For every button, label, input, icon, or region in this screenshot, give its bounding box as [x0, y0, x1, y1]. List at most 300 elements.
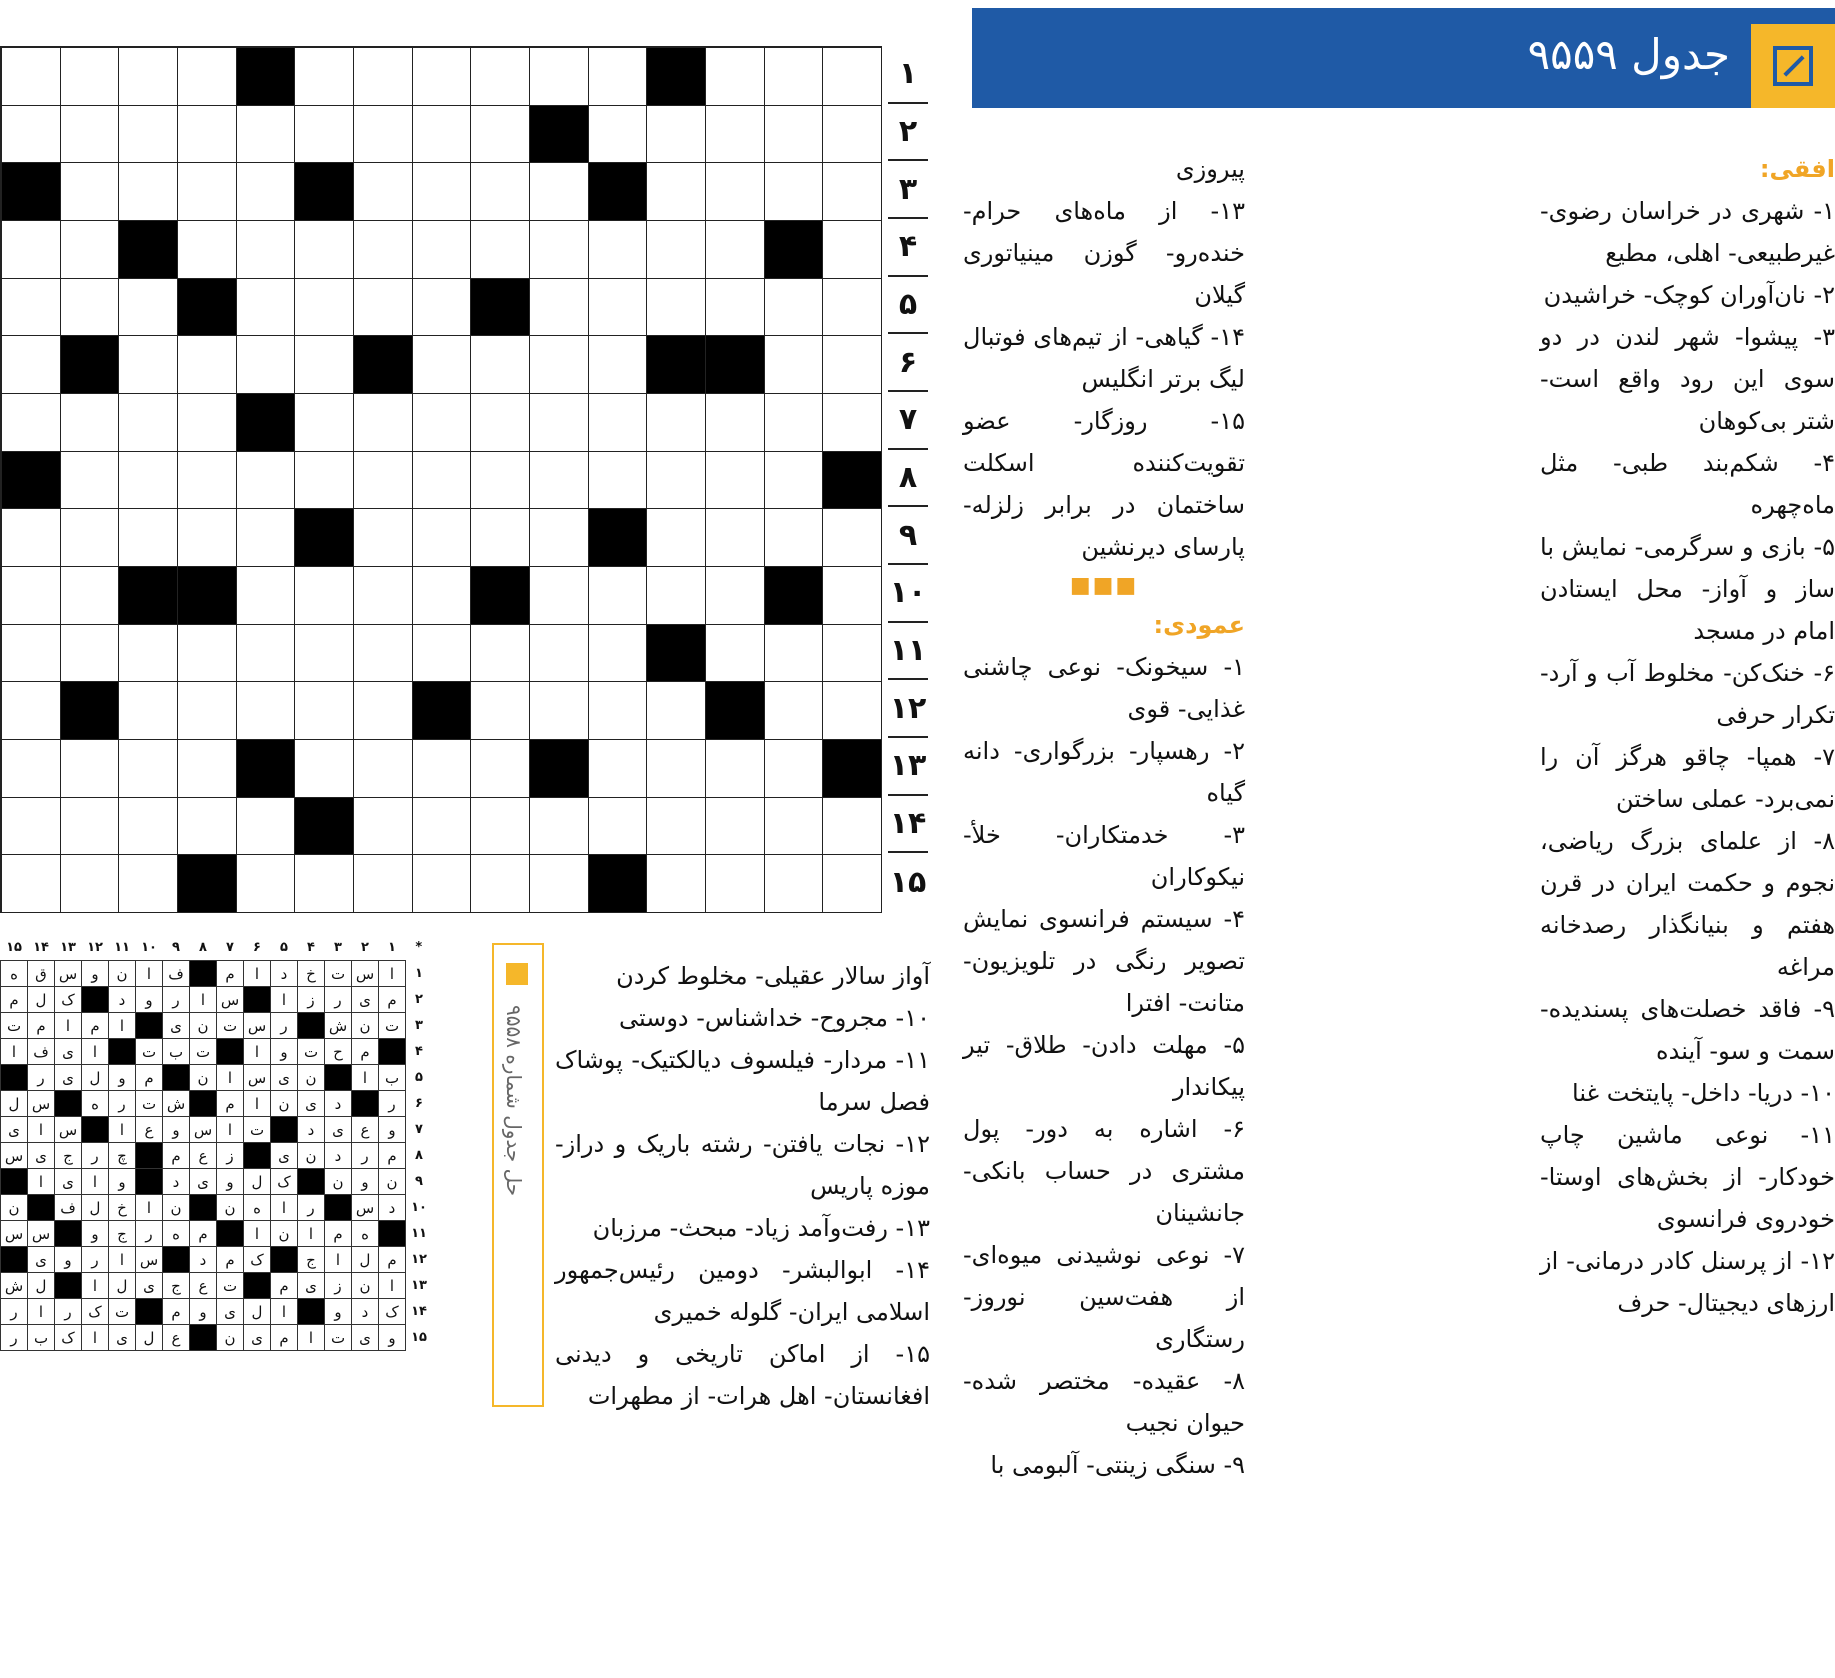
grid-cell[interactable] [765, 279, 824, 337]
answer-cell: م [163, 1299, 190, 1325]
answer-black-cell [28, 1195, 55, 1221]
clue: ۲- رهسپار- بزرگواری- دانه گیاه [963, 737, 1245, 807]
answer-black-cell [136, 1143, 163, 1169]
grid-cell[interactable] [295, 106, 354, 164]
grid-cell[interactable] [2, 625, 61, 683]
row-number: ۱۱ [888, 623, 928, 681]
grid-cell[interactable] [823, 798, 882, 856]
grid-cell[interactable] [295, 48, 354, 106]
grid-cell[interactable] [413, 740, 472, 798]
grid-cell[interactable] [61, 163, 120, 221]
grid-cell[interactable] [2, 394, 61, 452]
clue: پیروزی [1175, 155, 1245, 183]
grid-cell[interactable] [61, 221, 120, 279]
grid-cell[interactable] [589, 798, 648, 856]
answer-cell: و [109, 1169, 136, 1195]
vertical-clues-col3 [555, 955, 930, 1417]
grid-cell[interactable] [647, 509, 706, 567]
grid-cell[interactable] [119, 509, 178, 567]
grid-cell[interactable] [823, 509, 882, 567]
grid-cell[interactable] [354, 567, 413, 625]
row-number: ۱۳ [888, 738, 928, 796]
answer-black-cell [82, 1117, 109, 1143]
grid-cell[interactable] [354, 798, 413, 856]
grid-cell[interactable] [237, 509, 296, 567]
answer-cell: ی [136, 1273, 163, 1299]
grid-cell[interactable] [119, 855, 178, 913]
grid-cell[interactable] [530, 855, 589, 913]
answer-col-header: ۱۵ [6, 940, 22, 955]
grid-cell[interactable] [471, 509, 530, 567]
answer-cell: ش [325, 1013, 352, 1039]
grid-cell[interactable] [413, 452, 472, 510]
grid-cell[interactable] [2, 567, 61, 625]
clues-col2 [963, 148, 1245, 1486]
answer-cell: م [217, 1091, 244, 1117]
grid-cell[interactable] [61, 48, 120, 106]
answer-cell: س [244, 1013, 271, 1039]
answer-cell: س [55, 1117, 82, 1143]
grid-cell[interactable] [119, 48, 178, 106]
grid-cell[interactable] [530, 279, 589, 337]
grid-cell[interactable] [295, 567, 354, 625]
grid-cell[interactable] [530, 567, 589, 625]
answer-cell: ل [136, 1325, 163, 1351]
clue: ۱۵- روزگار- عضو تقویت‌کننده اسکلت ساختمان در برابر زلزله- پارسای دیرنشین [963, 407, 1245, 561]
grid-cell[interactable] [354, 625, 413, 683]
answer-cell: ق [28, 961, 55, 987]
grid-cell[interactable] [471, 855, 530, 913]
answer-cell: ر [1, 1325, 28, 1351]
grid-cell[interactable] [354, 452, 413, 510]
grid-cell[interactable] [237, 798, 296, 856]
answer-cell: ی [163, 1013, 190, 1039]
answer-cell: ب [28, 1325, 55, 1351]
grid-cell[interactable] [295, 740, 354, 798]
grid-cell[interactable] [119, 336, 178, 394]
grid-cell[interactable] [178, 394, 237, 452]
grid-cell[interactable] [765, 855, 824, 913]
grid-cell[interactable] [765, 509, 824, 567]
grid-cell[interactable] [530, 798, 589, 856]
grid-cell[interactable] [237, 855, 296, 913]
answer-col-header: ۸ [199, 940, 207, 955]
grid-cell[interactable] [413, 394, 472, 452]
grid-cell[interactable] [2, 336, 61, 394]
answer-cell: خ [298, 961, 325, 987]
grid-cell[interactable] [61, 740, 120, 798]
answer-row-header: ۴ [415, 1044, 423, 1059]
grid-cell[interactable] [2, 855, 61, 913]
answer-cell: د [352, 1299, 379, 1325]
answer-cell: س [352, 961, 379, 987]
grid-cell[interactable] [119, 452, 178, 510]
grid-cell[interactable] [178, 48, 237, 106]
answer-cell: ک [271, 1169, 298, 1195]
grid-cell[interactable] [823, 682, 882, 740]
answer-cell: م [28, 1013, 55, 1039]
grid-cell[interactable] [178, 625, 237, 683]
grid-cell[interactable] [61, 394, 120, 452]
grid-cell[interactable] [237, 452, 296, 510]
answer-cell: ر [136, 1221, 163, 1247]
grid-cell[interactable] [530, 336, 589, 394]
answer-row-header: ۲ [415, 992, 423, 1007]
grid-cell[interactable] [647, 855, 706, 913]
grid-cell[interactable] [237, 106, 296, 164]
grid-cell[interactable] [413, 567, 472, 625]
grid-cell[interactable] [589, 106, 648, 164]
answer-cell: ا [28, 1299, 55, 1325]
grid-cell[interactable] [354, 163, 413, 221]
grid-cell[interactable] [647, 221, 706, 279]
grid-cell[interactable] [765, 106, 824, 164]
answer-cell: ن [352, 1013, 379, 1039]
answer-cell: ا [379, 1273, 406, 1299]
answer-cell: م [136, 1065, 163, 1091]
answer-black-cell [55, 1091, 82, 1117]
grid-cell[interactable] [823, 221, 882, 279]
grid-cell[interactable] [765, 163, 824, 221]
grid-cell[interactable] [119, 682, 178, 740]
grid-cell[interactable] [237, 336, 296, 394]
grid-cell[interactable] [589, 740, 648, 798]
grid-cell[interactable] [413, 163, 472, 221]
grid-cell[interactable] [295, 336, 354, 394]
answer-black-cell [379, 1221, 406, 1247]
answer-cell: و [190, 1299, 217, 1325]
grid-cell[interactable] [706, 509, 765, 567]
answer-cell: و [325, 1299, 352, 1325]
grid-cell[interactable] [295, 625, 354, 683]
grid-cell[interactable] [647, 163, 706, 221]
clue: ۱۲- نجات یافتن- رشته باریک و دراز- موزه پاریس [555, 1130, 930, 1200]
grid-cell[interactable] [706, 106, 765, 164]
grid-cell[interactable] [178, 509, 237, 567]
grid-cell[interactable] [295, 855, 354, 913]
grid-cell[interactable] [706, 394, 765, 452]
grid-cell[interactable] [471, 740, 530, 798]
answer-cell: ه [244, 1195, 271, 1221]
grid-cell[interactable] [589, 48, 648, 106]
grid-cell[interactable] [589, 452, 648, 510]
grid-cell[interactable] [2, 48, 61, 106]
grid-cell[interactable] [119, 163, 178, 221]
clue: ۱۴- گیاهی- از تیم‌های فوتبال لیگ برتر انگلیس [963, 323, 1245, 393]
grid-cell[interactable] [471, 394, 530, 452]
answer-cell: ن [190, 1013, 217, 1039]
grid-cell[interactable] [471, 452, 530, 510]
black-cell [823, 452, 882, 510]
grid-cell[interactable] [706, 279, 765, 337]
grid-cell[interactable] [61, 567, 120, 625]
grid-cell[interactable] [706, 740, 765, 798]
grid-cell[interactable] [2, 279, 61, 337]
answer-black-cell [109, 1039, 136, 1065]
grid-cell[interactable] [530, 394, 589, 452]
grid-cell[interactable] [589, 394, 648, 452]
grid-cell[interactable] [706, 798, 765, 856]
grid-cell[interactable] [354, 48, 413, 106]
grid-cell[interactable] [823, 394, 882, 452]
grid-cell[interactable] [354, 509, 413, 567]
answer-cell: ح [325, 1039, 352, 1065]
grid-cell[interactable] [647, 740, 706, 798]
grid-cell[interactable] [647, 798, 706, 856]
grid-cell[interactable] [647, 106, 706, 164]
grid-cell[interactable] [530, 625, 589, 683]
black-cell [647, 48, 706, 106]
answer-cell: ب [163, 1039, 190, 1065]
grid-cell[interactable] [413, 855, 472, 913]
answer-cell: س [244, 1065, 271, 1091]
grid-cell[interactable] [237, 221, 296, 279]
answer-cell: ر [325, 987, 352, 1013]
row-number: ۹ [888, 507, 928, 565]
answer-cell: ع [352, 1117, 379, 1143]
grid-cell[interactable] [2, 798, 61, 856]
answer-cell: م [217, 1247, 244, 1273]
answer-cell: د [325, 1091, 352, 1117]
grid-cell[interactable] [471, 336, 530, 394]
grid-cell[interactable] [2, 740, 61, 798]
answer-cell: ا [82, 1039, 109, 1065]
grid-cell[interactable] [765, 625, 824, 683]
grid-cell[interactable] [589, 221, 648, 279]
answer-black-cell [1, 1065, 28, 1091]
grid-cell[interactable] [471, 48, 530, 106]
grid-cell[interactable] [589, 279, 648, 337]
grid-cell[interactable] [530, 682, 589, 740]
grid-cell[interactable] [178, 798, 237, 856]
answer-cell: ا [190, 987, 217, 1013]
clue: ۸- عقیده- مختصر شده- حیوان نجیب [963, 1367, 1245, 1437]
grid-cell[interactable] [589, 682, 648, 740]
answer-cell: ت [298, 1039, 325, 1065]
grid-cell[interactable] [706, 163, 765, 221]
grid-cell[interactable] [119, 394, 178, 452]
grid-cell[interactable] [354, 682, 413, 740]
grid-cell[interactable] [706, 452, 765, 510]
grid-cell[interactable] [647, 279, 706, 337]
answer-cell: ج [109, 1221, 136, 1247]
grid-cell[interactable] [2, 509, 61, 567]
grid-cell[interactable] [530, 48, 589, 106]
grid-cell[interactable] [706, 625, 765, 683]
grid-cell[interactable] [706, 855, 765, 913]
grid-cell[interactable] [823, 48, 882, 106]
grid-cell[interactable] [530, 509, 589, 567]
clue: ۱۱- مردار- فیلسوف دیالکتیک- پوشاک فصل سرما [555, 1046, 930, 1116]
grid-cell[interactable] [823, 855, 882, 913]
answer-label: حل جدول شماره ۹۵۵۸ [502, 1005, 526, 1197]
grid-cell[interactable] [178, 221, 237, 279]
grid-cell[interactable] [354, 394, 413, 452]
grid-cell[interactable] [823, 163, 882, 221]
answer-cell: ی [190, 1169, 217, 1195]
grid-cell[interactable] [61, 279, 120, 337]
grid-cell[interactable] [413, 336, 472, 394]
answer-cell: ک [379, 1299, 406, 1325]
grid-cell[interactable] [178, 740, 237, 798]
answer-col-header: ۲ [361, 940, 369, 955]
answer-cell: ل [82, 1195, 109, 1221]
grid-cell[interactable] [237, 682, 296, 740]
grid-cell[interactable] [589, 336, 648, 394]
grid-cell[interactable] [237, 567, 296, 625]
grid-cell[interactable] [647, 567, 706, 625]
grid-cell[interactable] [823, 106, 882, 164]
answer-cell: ر [298, 1195, 325, 1221]
grid-cell[interactable] [237, 163, 296, 221]
grid-cell[interactable] [295, 221, 354, 279]
grid-cell[interactable] [178, 452, 237, 510]
answer-col-header: * [415, 940, 423, 956]
answer-row-header: ۸ [415, 1148, 423, 1163]
grid-cell[interactable] [530, 221, 589, 279]
answer-cell: ا [28, 1169, 55, 1195]
grid-cell[interactable] [61, 106, 120, 164]
grid-cell[interactable] [471, 625, 530, 683]
row-number: ۶ [888, 334, 928, 392]
answer-cell: م [217, 961, 244, 987]
answer-black-cell [163, 1247, 190, 1273]
grid-cell[interactable] [119, 106, 178, 164]
grid-cell[interactable] [589, 567, 648, 625]
grid-cell[interactable] [471, 221, 530, 279]
clue: ۱۳- از ماه‌های حرام- خنده‌رو- گوزن مینیاتوری گیلان [963, 197, 1245, 309]
grid-cell[interactable] [295, 452, 354, 510]
grid-cell[interactable] [823, 625, 882, 683]
grid-cell[interactable] [119, 740, 178, 798]
grid-cell[interactable] [471, 798, 530, 856]
grid-cell[interactable] [61, 798, 120, 856]
clue: ۱- شهری در خراسان رضوی- غیرطبیعی- اهلی، مطیع [1540, 197, 1835, 267]
answer-cell: ا [82, 1169, 109, 1195]
row-number: ۱۵ [889, 864, 927, 900]
grid-cell[interactable] [119, 625, 178, 683]
grid-cell[interactable] [413, 798, 472, 856]
grid-cell[interactable] [178, 682, 237, 740]
grid-cell[interactable] [2, 682, 61, 740]
grid-cell[interactable] [178, 106, 237, 164]
grid-cell[interactable] [471, 163, 530, 221]
grid-cell[interactable] [647, 394, 706, 452]
grid-cell[interactable] [413, 279, 472, 337]
answer-black-cell [298, 1169, 325, 1195]
grid-cell[interactable] [295, 394, 354, 452]
grid-cell[interactable] [823, 336, 882, 394]
answer-cell: و [109, 1065, 136, 1091]
answer-black-cell [244, 1273, 271, 1299]
grid-cell[interactable] [354, 106, 413, 164]
grid-cell[interactable] [178, 336, 237, 394]
grid-cell[interactable] [706, 221, 765, 279]
answer-black-cell [244, 1143, 271, 1169]
answer-cell: ک [244, 1247, 271, 1273]
grid-cell[interactable] [295, 682, 354, 740]
grid-cell[interactable] [413, 48, 472, 106]
answer-cell: س [136, 1247, 163, 1273]
grid-cell[interactable] [61, 452, 120, 510]
grid-cell[interactable] [706, 48, 765, 106]
grid-cell[interactable] [413, 509, 472, 567]
answer-grid [0, 935, 470, 1351]
grid-cell[interactable] [178, 163, 237, 221]
answer-black-cell [190, 1325, 217, 1351]
answer-cell: ر [55, 1299, 82, 1325]
grid-cell[interactable] [237, 279, 296, 337]
grid-cell[interactable] [765, 740, 824, 798]
answer-cell: و [136, 987, 163, 1013]
grid-cell[interactable] [2, 221, 61, 279]
grid-cell[interactable] [647, 682, 706, 740]
grid-cell[interactable] [2, 106, 61, 164]
answer-row-header: ۱۰ [411, 1200, 427, 1215]
clue: ۹- سنگی زینتی- آلبومی با [990, 1451, 1245, 1479]
grid-cell[interactable] [354, 855, 413, 913]
grid-cell[interactable] [530, 163, 589, 221]
answer-cell: ا [325, 1247, 352, 1273]
grid-cell[interactable] [765, 394, 824, 452]
clue: ۶- خنک‌کن- مخلوط آب و آرد- تکرار حرفی [1540, 659, 1835, 729]
grid-cell[interactable] [237, 625, 296, 683]
answer-cell: ج [163, 1273, 190, 1299]
answer-cell: ر [82, 1247, 109, 1273]
grid-cell[interactable] [530, 452, 589, 510]
answer-cell: ت [244, 1117, 271, 1143]
answer-col-header: ۷ [226, 940, 234, 955]
answer-black-cell [271, 1247, 298, 1273]
answer-cell: ن [298, 1065, 325, 1091]
grid-cell[interactable] [61, 855, 120, 913]
grid-cell[interactable] [413, 106, 472, 164]
grid-cell[interactable] [471, 682, 530, 740]
grid-cell[interactable] [706, 567, 765, 625]
grid-cell[interactable] [354, 279, 413, 337]
grid-cell[interactable] [823, 279, 882, 337]
grid-cell[interactable] [119, 798, 178, 856]
grid-cell[interactable] [765, 682, 824, 740]
grid-cell[interactable] [765, 336, 824, 394]
black-cell [237, 740, 296, 798]
answer-cell: ن [325, 1169, 352, 1195]
grid-cell[interactable] [765, 48, 824, 106]
grid-cell[interactable] [354, 740, 413, 798]
grid-cell[interactable] [413, 625, 472, 683]
separator-dots: ■■■ [1069, 573, 1139, 598]
answer-label-box [492, 943, 544, 1407]
grid-cell[interactable] [823, 567, 882, 625]
grid-cell[interactable] [61, 625, 120, 683]
grid-cell[interactable] [471, 106, 530, 164]
grid-cell[interactable] [589, 625, 648, 683]
answer-cell: ت [1, 1013, 28, 1039]
grid-cell[interactable] [765, 798, 824, 856]
answer-cell: و [379, 1325, 406, 1351]
answer-cell: ن [379, 1169, 406, 1195]
grid-cell[interactable] [119, 279, 178, 337]
answer-cell: ا [82, 1273, 109, 1299]
grid-cell[interactable] [61, 509, 120, 567]
grid-cell[interactable] [647, 452, 706, 510]
grid-cell[interactable] [295, 279, 354, 337]
answer-cell: ر [1, 1299, 28, 1325]
grid-cell[interactable] [413, 221, 472, 279]
grid-cell[interactable] [354, 221, 413, 279]
black-cell [2, 163, 61, 221]
grid-cell[interactable] [765, 452, 824, 510]
